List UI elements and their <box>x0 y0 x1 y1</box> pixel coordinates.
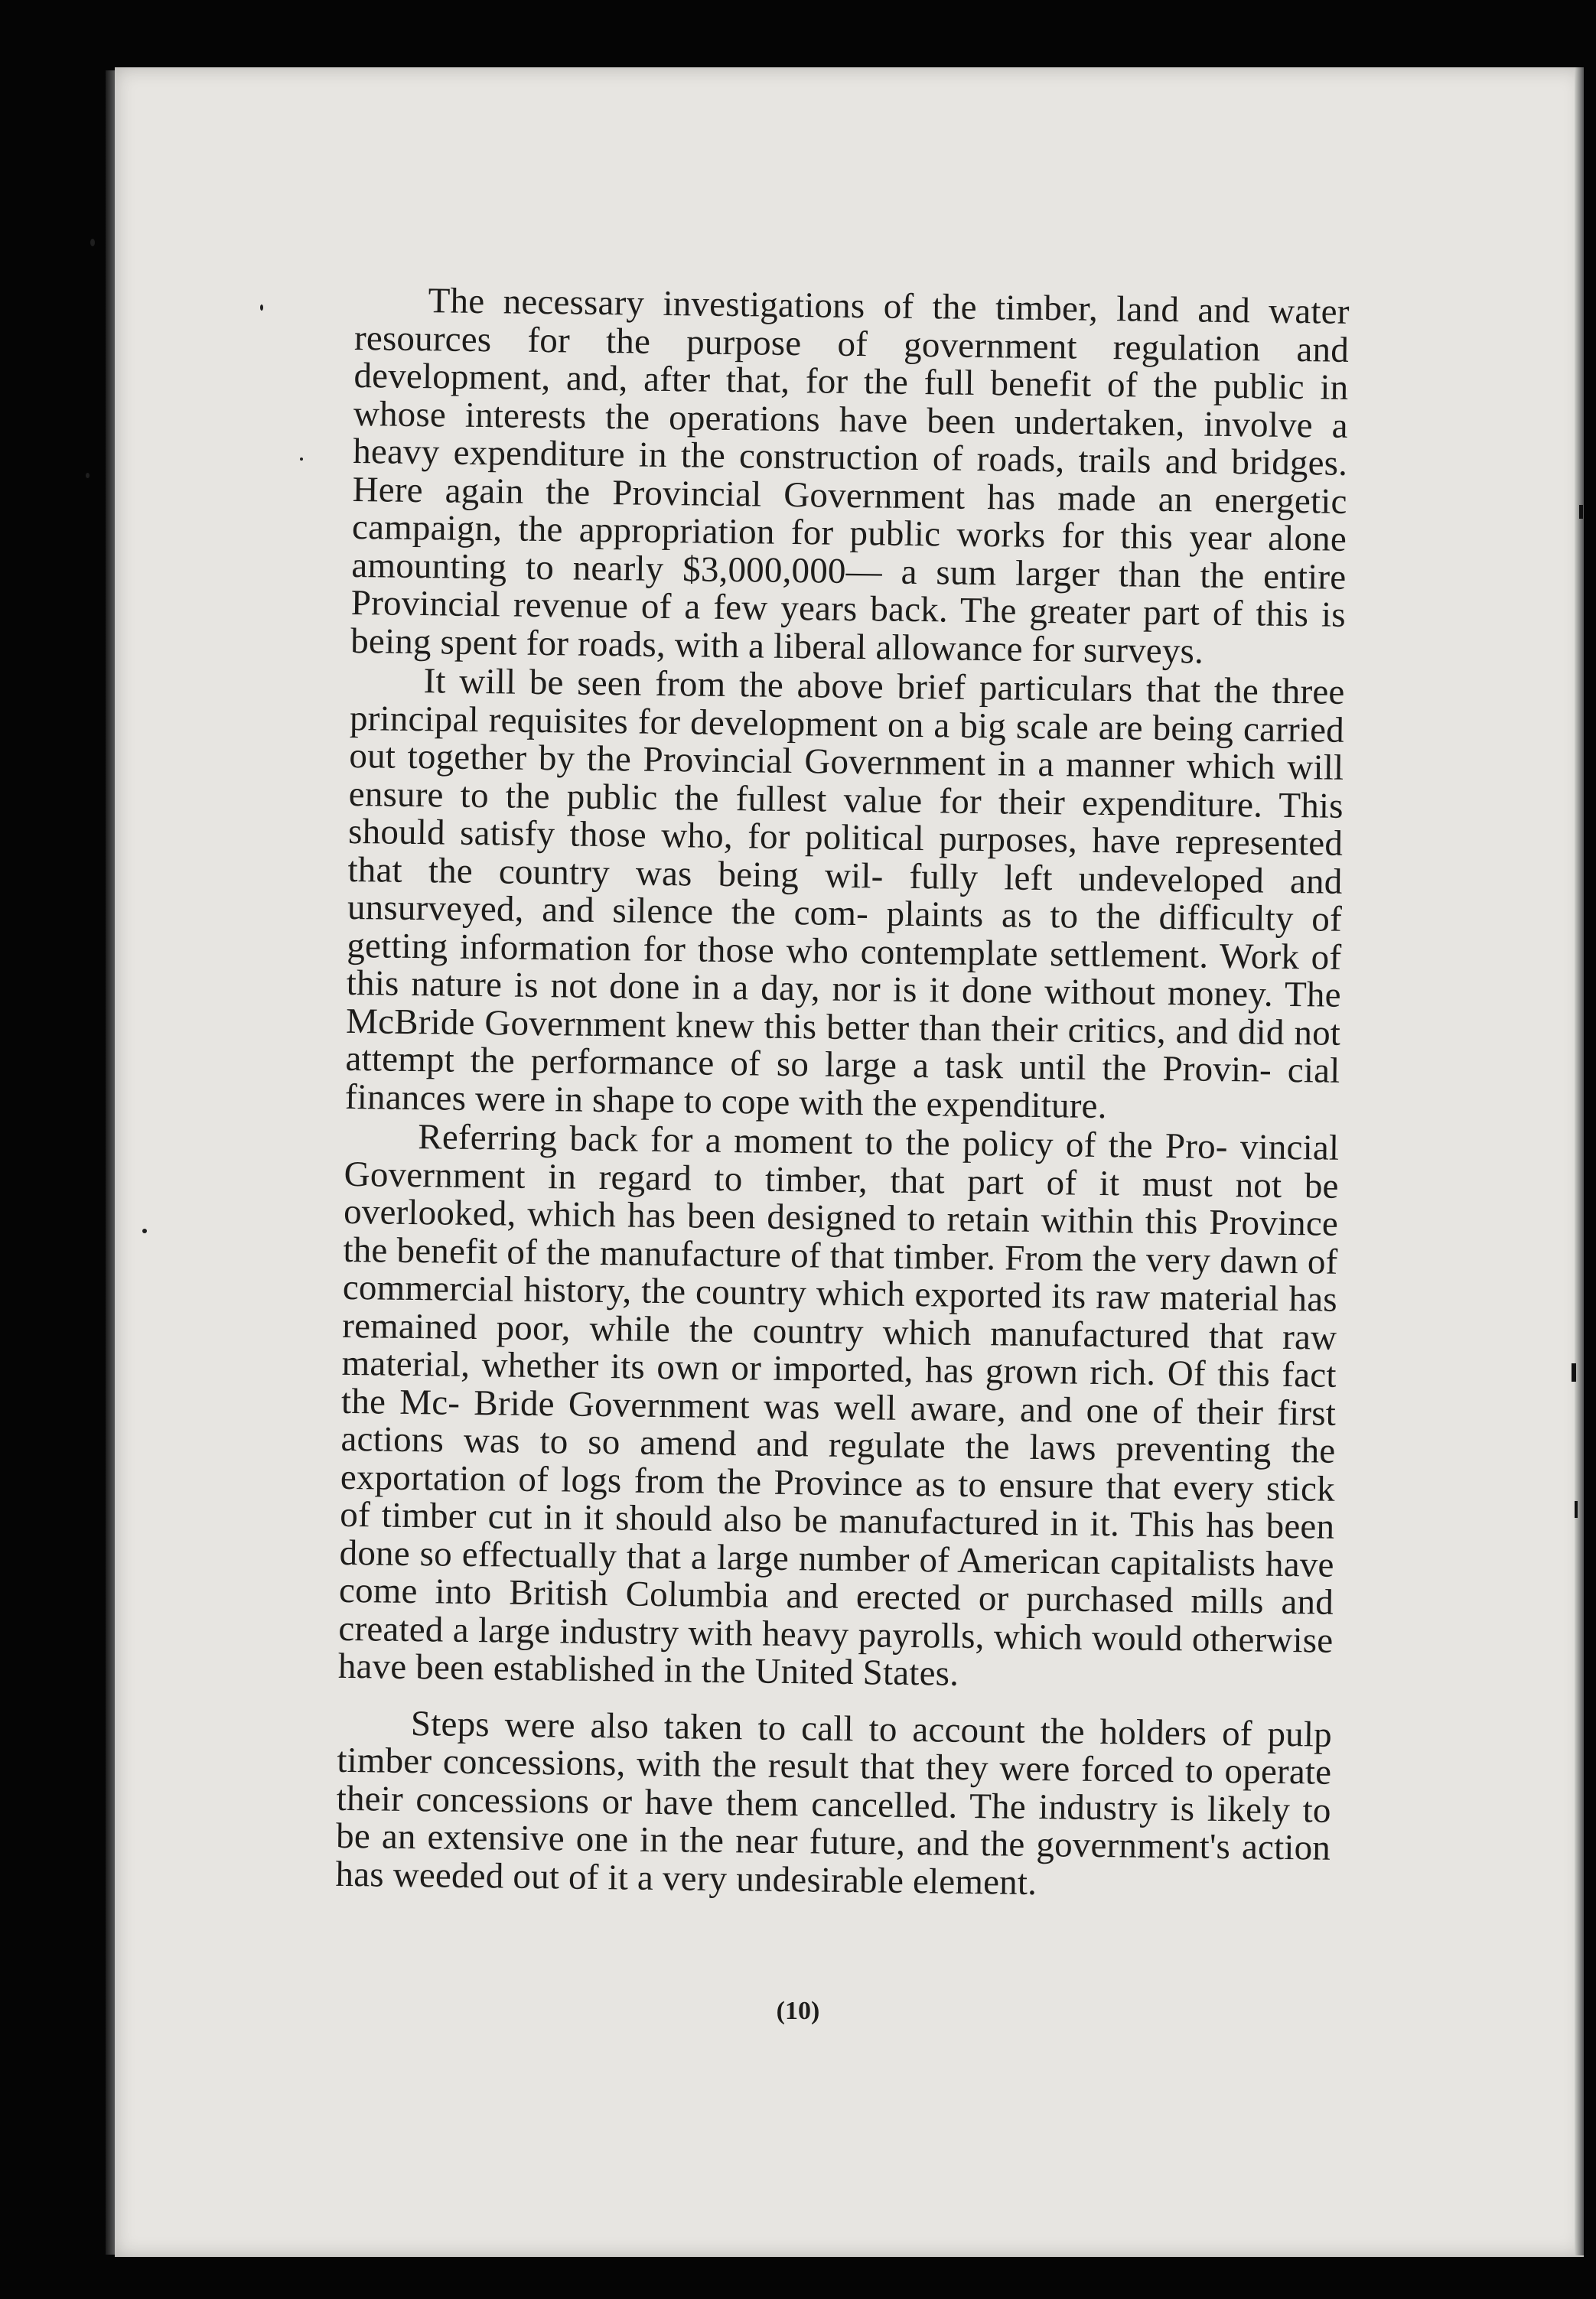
scan-speck <box>142 1229 147 1233</box>
body-text <box>335 282 1350 1906</box>
page-right-edge <box>1575 67 1584 2255</box>
paragraph-1: The necessary investigations of the timber, land and water resources for the purpose of government regulation and development, and, after that, for the full benefit of the public in whose interests the operations have been undertaken, involve a heavy expenditure in the construction of roads, trails and bridges. Here again the Provincial Government has made an energetic campaign, the appropriation for public works for this year alone amounting to nearly $3,000,000— a sum larger than the entire Provincial revenue of a few years back. The greater part of this is being spent for roads, with a liberal allowance for surveys. <box>350 281 1350 672</box>
paragraph-3: Referring back for a moment to the policy of the Pro- vincial Government in regard to timber, that part of it must not be overlooked, which has been designed to retain within this Province the benefit of the manufacture of that timber. From the very dawn of commercial history, the country which exported its raw material has remained poor, while the country which manufactured that raw material, whether its own or imported, has grown rich. Of this fact the Mc- Bride Government was well aware, and one of their first actions was to so amend and regulate the laws preventing the exportation of logs from the Province as to ensure that every stick of timber cut in it should also be manufactured in it. This has been done so effectually that a large number of American capitalists have come into British Columbia and erected or purchased mills and created a large industry with heavy payrolls, which would otherwise have been established in the United States. <box>337 1117 1340 1694</box>
scan-speck <box>86 473 90 478</box>
page-edge-mark <box>1575 1501 1578 1518</box>
paragraph-2: It will be seen from the above brief particulars that the three principal requisites for development on a big scale are being carried out together by the Provincial Government in a manner which will ensure to the public the fullest value for their expenditure. This should satisfy those who, for political purposes, have represented that the country was being wil- fully left undeveloped and unsurveyed, and silence the com- plaints as to the difficulty of getting information for those who contemplate settlement. Work of this nature is not done in a day, nor is it done without money. The McBride Government knew this better than their critics, and did not attempt the performance of so large a task until the Provin- cial finances were in shape to cope with the expenditure. <box>344 661 1345 1126</box>
paragraph-4: Steps were also taken to call to account the holders of pulp timber concessions, with the result that they were forced to operate their concessions or have them cancelled. The industry is likely to be an extensive one in the near future, and the government's action has weeded out of it a very undesirable element. <box>335 1703 1333 1903</box>
scan-speck <box>90 239 95 246</box>
page-number: (10) <box>776 1997 820 2025</box>
scan-speck <box>300 458 303 461</box>
page-edge-mark <box>1572 1363 1576 1382</box>
page-edge-mark <box>1579 505 1583 519</box>
scan-speck <box>260 304 263 311</box>
